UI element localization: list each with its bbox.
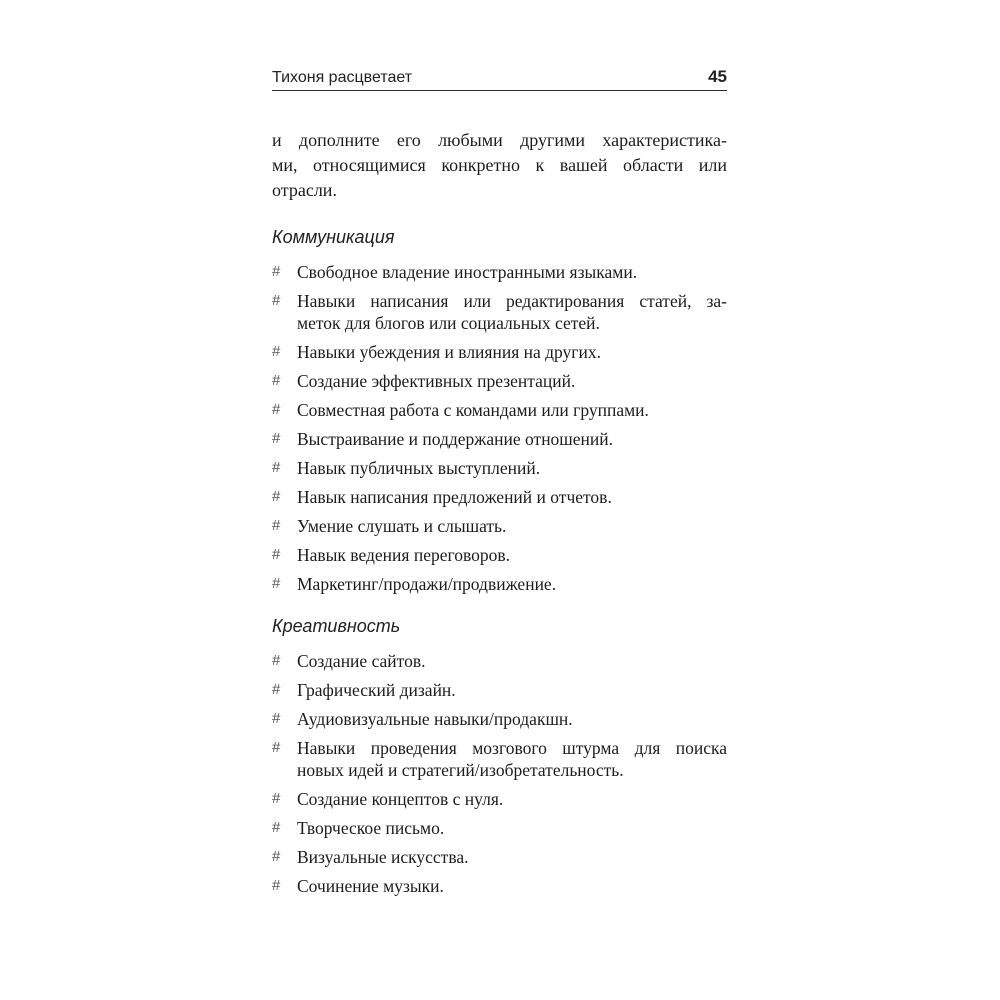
list-item-line: Создание эффективных презентаций. — [297, 371, 576, 391]
list-item-line: Визуальные искусства. — [297, 847, 469, 867]
hash-bullet-icon: # — [272, 877, 281, 894]
list-item — [272, 708, 727, 730]
creativity-skills-list — [272, 650, 727, 897]
book-page — [272, 62, 727, 904]
hash-bullet-icon: # — [272, 546, 281, 563]
list-item — [272, 544, 727, 566]
list-item-line: Создание сайтов. — [297, 651, 426, 671]
hash-bullet-icon: # — [272, 819, 281, 836]
list-item-line: Навыки убеждения и влияния на других. — [297, 342, 601, 362]
list-item — [272, 399, 727, 421]
hash-bullet-icon: # — [272, 263, 281, 280]
hash-bullet-icon: # — [272, 401, 281, 418]
list-item-text — [297, 370, 727, 392]
list-item-text — [297, 261, 727, 283]
hash-bullet-icon: # — [272, 292, 281, 309]
list-item-line: Умение слушать и слышать. — [297, 516, 507, 536]
list-item — [272, 290, 727, 334]
list-item-line: Навыки проведения мозгового штурма для поиска — [297, 738, 727, 758]
list-item-text — [297, 290, 727, 334]
list-item-text — [297, 399, 727, 421]
list-item-line: Маркетинг/продажи/продвижение. — [297, 574, 557, 594]
list-item-text — [297, 788, 727, 810]
page-number: 45 — [708, 67, 727, 86]
list-item — [272, 486, 727, 508]
hash-bullet-icon: # — [272, 848, 281, 865]
list-item-text — [297, 708, 727, 730]
intro-line: и дополните его любыми другими характеристика- — [272, 130, 727, 150]
intro-paragraph — [272, 128, 727, 203]
list-item-line: Навык написания предложений и отчетов. — [297, 487, 612, 507]
list-item-line: Аудиовизуальные навыки/продакшн. — [297, 709, 573, 729]
list-item-text — [297, 679, 727, 701]
list-item — [272, 370, 727, 392]
list-item — [272, 817, 727, 839]
list-item-line: Творческое письмо. — [297, 818, 445, 838]
list-item-line: Навык публичных выступлений. — [297, 458, 541, 478]
hash-bullet-icon: # — [272, 372, 281, 389]
list-item — [272, 457, 727, 479]
list-item-text — [297, 341, 727, 363]
list-item-text — [297, 457, 727, 479]
list-item-line: Навыки написания или редактирования статей, за- — [297, 291, 727, 311]
list-item — [272, 573, 727, 595]
list-item-line: новых идей и стратегий/изобретательность. — [297, 760, 624, 780]
hash-bullet-icon: # — [272, 488, 281, 505]
hash-bullet-icon: # — [272, 681, 281, 698]
hash-bullet-icon: # — [272, 517, 281, 534]
list-item-line: Выстраивание и поддержание отношений. — [297, 429, 614, 449]
list-item-text — [297, 428, 727, 450]
list-item-line: Совместная работа с командами или группами. — [297, 400, 649, 420]
hash-bullet-icon: # — [272, 430, 281, 447]
hash-bullet-icon: # — [272, 652, 281, 669]
hash-bullet-icon: # — [272, 575, 281, 592]
list-item-line: Создание концептов с нуля. — [297, 789, 504, 809]
list-item-line: меток для блогов или социальных сетей. — [297, 313, 600, 333]
list-item — [272, 737, 727, 781]
list-item-text — [297, 573, 727, 595]
running-title: Тихоня расцветает — [272, 69, 413, 86]
list-item — [272, 515, 727, 537]
list-item — [272, 261, 727, 283]
section-heading-creativity: Креативность — [272, 616, 401, 636]
list-item — [272, 679, 727, 701]
list-item-line: Сочинение музыки. — [297, 876, 444, 896]
section-heading-communication: Коммуникация — [272, 227, 395, 247]
intro-line: отрасли. — [272, 180, 337, 200]
list-item-line: Свободное владение иностранными языками. — [297, 262, 638, 282]
list-item-text — [297, 515, 727, 537]
list-item-text — [297, 817, 727, 839]
list-item — [272, 788, 727, 810]
list-item — [272, 846, 727, 868]
list-item — [272, 341, 727, 363]
list-item-line: Графический дизайн. — [297, 680, 456, 700]
hash-bullet-icon: # — [272, 790, 281, 807]
hash-bullet-icon: # — [272, 739, 281, 756]
running-header — [272, 62, 727, 91]
list-item — [272, 650, 727, 672]
list-item-text — [297, 737, 727, 781]
hash-bullet-icon: # — [272, 343, 281, 360]
communication-skills-list — [272, 261, 727, 595]
list-item-text — [297, 650, 727, 672]
list-item-text — [297, 846, 727, 868]
list-item-text — [297, 875, 727, 897]
list-item-text — [297, 486, 727, 508]
hash-bullet-icon: # — [272, 710, 281, 727]
hash-bullet-icon: # — [272, 459, 281, 476]
list-item — [272, 428, 727, 450]
list-item — [272, 875, 727, 897]
list-item-line: Навык ведения переговоров. — [297, 545, 510, 565]
list-item-text — [297, 544, 727, 566]
intro-line: ми, относящимися конкретно к вашей области или — [272, 155, 727, 175]
